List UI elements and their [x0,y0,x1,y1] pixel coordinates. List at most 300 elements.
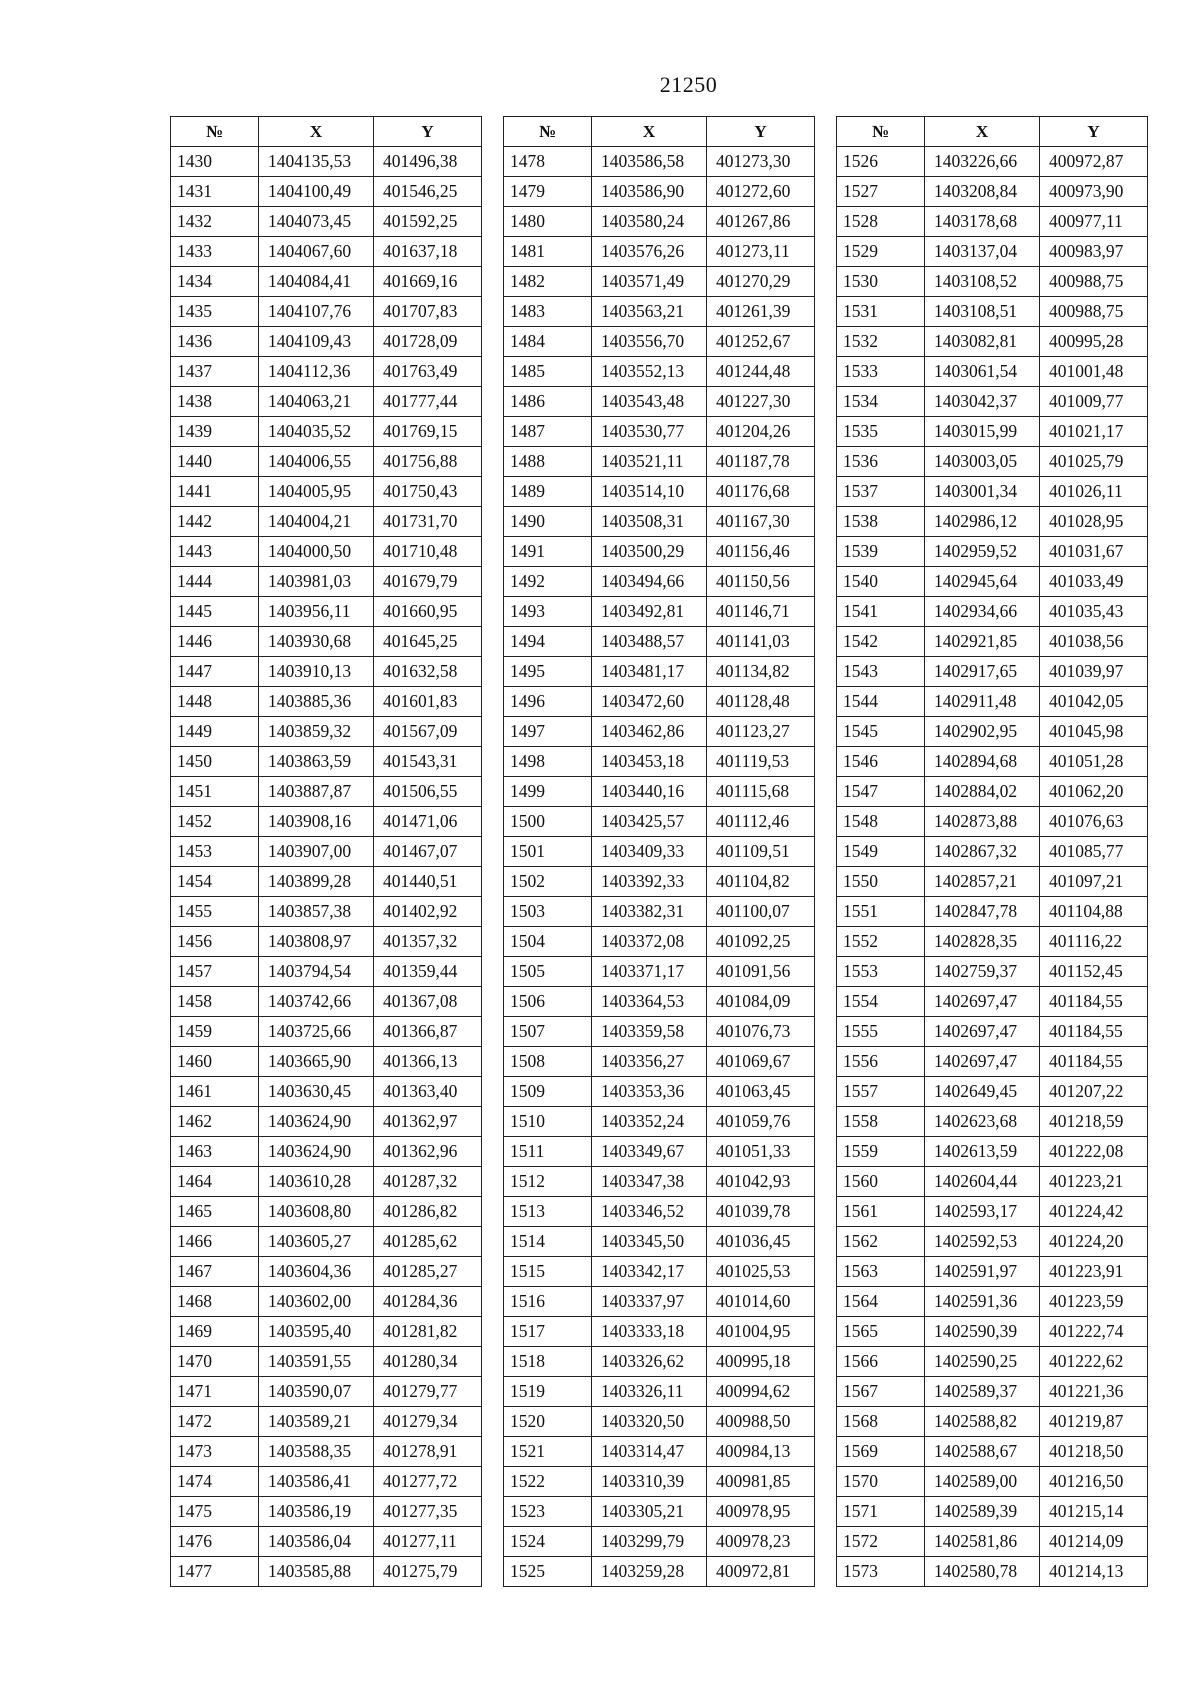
point-number-cell: 1466 [171,1227,259,1257]
point-number-cell: 1514 [504,1227,592,1257]
x-coordinate-cell: 1403586,90 [592,177,707,207]
point-number-cell: 1511 [504,1137,592,1167]
table-row [504,1467,815,1497]
point-number-cell: 1462 [171,1107,259,1137]
point-number-cell: 1448 [171,687,259,717]
y-coordinate-cell: 401001,48 [1040,357,1148,387]
table-row [504,1257,815,1287]
table-row [837,357,1148,387]
point-number-cell: 1434 [171,267,259,297]
point-number-cell: 1513 [504,1197,592,1227]
y-coordinate-cell: 401045,98 [1040,717,1148,747]
y-coordinate-cell: 401285,62 [374,1227,482,1257]
y-coordinate-cell: 401069,67 [707,1047,815,1077]
point-number-cell: 1554 [837,987,925,1017]
table-row [837,507,1148,537]
point-number-cell: 1493 [504,597,592,627]
point-number-cell: 1520 [504,1407,592,1437]
point-number-cell: 1495 [504,657,592,687]
y-coordinate-cell: 401025,53 [707,1257,815,1287]
table-row [171,987,482,1017]
x-coordinate-cell: 1404112,36 [259,357,374,387]
point-number-cell: 1457 [171,957,259,987]
table-row [171,1317,482,1347]
x-coordinate-cell: 1402590,39 [925,1317,1040,1347]
point-number-cell: 1547 [837,777,925,807]
table-row [504,1107,815,1137]
table-row [504,267,815,297]
table-row [171,327,482,357]
y-coordinate-cell: 401467,07 [374,837,482,867]
point-number-cell: 1449 [171,717,259,747]
point-number-cell: 1519 [504,1377,592,1407]
point-number-cell: 1505 [504,957,592,987]
point-number-cell: 1479 [504,177,592,207]
table-row [504,537,815,567]
y-coordinate-cell: 400995,18 [707,1347,815,1377]
table-row [504,1317,815,1347]
point-number-cell: 1474 [171,1467,259,1497]
x-coordinate-cell: 1402588,82 [925,1407,1040,1437]
table-row [171,447,482,477]
point-number-cell: 1443 [171,537,259,567]
table-row [171,867,482,897]
table-row [837,627,1148,657]
table-row [837,1317,1148,1347]
x-coordinate-cell: 1404073,45 [259,207,374,237]
x-coordinate-cell: 1403556,70 [592,327,707,357]
table-row [171,477,482,507]
point-number-cell: 1489 [504,477,592,507]
x-coordinate-cell: 1403042,37 [925,387,1040,417]
point-number-cell: 1481 [504,237,592,267]
x-coordinate-cell: 1402959,52 [925,537,1040,567]
y-coordinate-cell: 400994,62 [707,1377,815,1407]
point-number-cell: 1507 [504,1017,592,1047]
point-number-cell: 1451 [171,777,259,807]
table-row [837,417,1148,447]
header-number: № [504,117,592,147]
x-coordinate-cell: 1404107,76 [259,297,374,327]
x-coordinate-cell: 1402894,68 [925,747,1040,777]
y-coordinate-cell: 401285,27 [374,1257,482,1287]
y-coordinate-cell: 400988,75 [1040,267,1148,297]
x-coordinate-cell: 1403353,36 [592,1077,707,1107]
y-coordinate-cell: 401362,97 [374,1107,482,1137]
y-coordinate-cell: 401038,56 [1040,627,1148,657]
y-coordinate-cell: 401645,25 [374,627,482,657]
y-coordinate-cell: 400977,11 [1040,207,1148,237]
y-coordinate-cell: 401104,88 [1040,897,1148,927]
x-coordinate-cell: 1403061,54 [925,357,1040,387]
point-number-cell: 1433 [171,237,259,267]
x-coordinate-cell: 1403585,88 [259,1557,374,1587]
y-coordinate-cell: 401731,70 [374,507,482,537]
y-coordinate-cell: 401679,79 [374,567,482,597]
x-coordinate-cell: 1403178,68 [925,207,1040,237]
x-coordinate-cell: 1403857,38 [259,897,374,927]
y-coordinate-cell: 401222,08 [1040,1137,1148,1167]
point-number-cell: 1569 [837,1437,925,1467]
table-row [837,1377,1148,1407]
table-row [837,837,1148,867]
x-coordinate-cell: 1403299,79 [592,1527,707,1557]
point-number-cell: 1551 [837,897,925,927]
table-row [837,1047,1148,1077]
y-coordinate-cell: 401076,63 [1040,807,1148,837]
point-number-cell: 1543 [837,657,925,687]
y-coordinate-cell: 401267,86 [707,207,815,237]
x-coordinate-cell: 1403595,40 [259,1317,374,1347]
y-coordinate-cell: 401176,68 [707,477,815,507]
table-row [504,1167,815,1197]
point-number-cell: 1538 [837,507,925,537]
table-row [837,207,1148,237]
x-coordinate-cell: 1403259,28 [592,1557,707,1587]
table-row [504,327,815,357]
y-coordinate-cell: 400981,85 [707,1467,815,1497]
x-coordinate-cell: 1402867,32 [925,837,1040,867]
table-row [504,717,815,747]
x-coordinate-cell: 1402857,21 [925,867,1040,897]
x-coordinate-cell: 1403488,57 [592,627,707,657]
y-coordinate-cell: 401277,11 [374,1527,482,1557]
table-row [504,357,815,387]
y-coordinate-cell: 401146,71 [707,597,815,627]
y-coordinate-cell: 401402,92 [374,897,482,927]
x-coordinate-cell: 1402589,00 [925,1467,1040,1497]
y-coordinate-cell: 401272,60 [707,177,815,207]
y-coordinate-cell: 401367,08 [374,987,482,1017]
point-number-cell: 1485 [504,357,592,387]
y-coordinate-cell: 401109,51 [707,837,815,867]
y-coordinate-cell: 401366,13 [374,1047,482,1077]
x-coordinate-cell: 1403665,90 [259,1047,374,1077]
point-number-cell: 1531 [837,297,925,327]
y-coordinate-cell: 401281,82 [374,1317,482,1347]
x-coordinate-cell: 1402934,66 [925,597,1040,627]
y-coordinate-cell: 401042,93 [707,1167,815,1197]
point-number-cell: 1475 [171,1497,259,1527]
point-number-cell: 1502 [504,867,592,897]
x-coordinate-cell: 1402591,97 [925,1257,1040,1287]
x-coordinate-cell: 1404084,41 [259,267,374,297]
x-coordinate-cell: 1403492,81 [592,597,707,627]
x-coordinate-cell: 1402604,44 [925,1167,1040,1197]
x-coordinate-cell: 1404100,49 [259,177,374,207]
table-row [171,1497,482,1527]
x-coordinate-cell: 1402911,48 [925,687,1040,717]
y-coordinate-cell: 401026,11 [1040,477,1148,507]
header-x: X [259,117,374,147]
x-coordinate-cell: 1403372,08 [592,927,707,957]
y-coordinate-cell: 401592,25 [374,207,482,237]
y-coordinate-cell: 401014,60 [707,1287,815,1317]
x-coordinate-cell: 1403530,77 [592,417,707,447]
y-coordinate-cell: 401184,55 [1040,1017,1148,1047]
x-coordinate-cell: 1403472,60 [592,687,707,717]
header-x: X [592,117,707,147]
y-coordinate-cell: 401119,53 [707,747,815,777]
x-coordinate-cell: 1402697,47 [925,1047,1040,1077]
table-row [504,1527,815,1557]
table-row [171,597,482,627]
point-number-cell: 1522 [504,1467,592,1497]
y-coordinate-cell: 401660,95 [374,597,482,627]
x-coordinate-cell: 1402589,37 [925,1377,1040,1407]
y-coordinate-cell: 400988,75 [1040,297,1148,327]
x-coordinate-cell: 1402828,35 [925,927,1040,957]
point-number-cell: 1483 [504,297,592,327]
table-row [837,237,1148,267]
x-coordinate-cell: 1403226,66 [925,147,1040,177]
y-coordinate-cell: 401632,58 [374,657,482,687]
table-row [171,1437,482,1467]
table-row [837,1557,1148,1587]
y-coordinate-cell: 401039,78 [707,1197,815,1227]
y-coordinate-cell: 401218,50 [1040,1437,1148,1467]
point-number-cell: 1570 [837,1467,925,1497]
x-coordinate-cell: 1404000,50 [259,537,374,567]
x-coordinate-cell: 1404109,43 [259,327,374,357]
table-row [171,657,482,687]
x-coordinate-cell: 1403742,66 [259,987,374,1017]
table-row [504,1197,815,1227]
table-row [837,177,1148,207]
point-number-cell: 1521 [504,1437,592,1467]
point-number-cell: 1517 [504,1317,592,1347]
point-number-cell: 1523 [504,1497,592,1527]
table-row [837,477,1148,507]
point-number-cell: 1471 [171,1377,259,1407]
point-number-cell: 1515 [504,1257,592,1287]
x-coordinate-cell: 1403725,66 [259,1017,374,1047]
point-number-cell: 1556 [837,1047,925,1077]
table-row [171,177,482,207]
point-number-cell: 1541 [837,597,925,627]
table-row [504,597,815,627]
point-number-cell: 1525 [504,1557,592,1587]
table-row [504,477,815,507]
table-row [837,867,1148,897]
table-row [837,327,1148,357]
y-coordinate-cell: 401025,79 [1040,447,1148,477]
x-coordinate-cell: 1403586,58 [592,147,707,177]
x-coordinate-cell: 1403604,36 [259,1257,374,1287]
y-coordinate-cell: 401028,95 [1040,507,1148,537]
table-row [171,837,482,867]
table-row [171,357,482,387]
x-coordinate-cell: 1403863,59 [259,747,374,777]
table-row [837,1407,1148,1437]
x-coordinate-cell: 1403337,97 [592,1287,707,1317]
point-number-cell: 1435 [171,297,259,327]
point-number-cell: 1560 [837,1167,925,1197]
x-coordinate-cell: 1403345,50 [592,1227,707,1257]
x-coordinate-cell: 1403930,68 [259,627,374,657]
table-row [504,1077,815,1107]
point-number-cell: 1526 [837,147,925,177]
y-coordinate-cell: 401115,68 [707,777,815,807]
x-coordinate-cell: 1403899,28 [259,867,374,897]
point-number-cell: 1438 [171,387,259,417]
y-coordinate-cell: 401085,77 [1040,837,1148,867]
point-number-cell: 1533 [837,357,925,387]
y-coordinate-cell: 401222,62 [1040,1347,1148,1377]
point-number-cell: 1504 [504,927,592,957]
x-coordinate-cell: 1403624,90 [259,1137,374,1167]
header-number: № [837,117,925,147]
x-coordinate-cell: 1403371,17 [592,957,707,987]
table-row [837,777,1148,807]
table-row [171,897,482,927]
point-number-cell: 1572 [837,1527,925,1557]
table-header-row [504,117,815,147]
table-row [837,1257,1148,1287]
x-coordinate-cell: 1403494,66 [592,567,707,597]
table-row [504,1557,815,1587]
y-coordinate-cell: 401750,43 [374,477,482,507]
x-coordinate-cell: 1403208,84 [925,177,1040,207]
y-coordinate-cell: 401728,09 [374,327,482,357]
table-row [504,687,815,717]
point-number-cell: 1564 [837,1287,925,1317]
table-row [171,417,482,447]
y-coordinate-cell: 400995,28 [1040,327,1148,357]
x-coordinate-cell: 1403333,18 [592,1317,707,1347]
x-coordinate-cell: 1403352,24 [592,1107,707,1137]
x-coordinate-cell: 1402986,12 [925,507,1040,537]
table-row [171,1257,482,1287]
x-coordinate-cell: 1403588,35 [259,1437,374,1467]
table-row [837,957,1148,987]
header-number: № [171,117,259,147]
x-coordinate-cell: 1403576,26 [592,237,707,267]
x-coordinate-cell: 1402593,17 [925,1197,1040,1227]
table-row [504,237,815,267]
x-coordinate-cell: 1402613,59 [925,1137,1040,1167]
x-coordinate-cell: 1403364,53 [592,987,707,1017]
x-coordinate-cell: 1403440,16 [592,777,707,807]
point-number-cell: 1536 [837,447,925,477]
y-coordinate-cell: 400973,90 [1040,177,1148,207]
point-number-cell: 1472 [171,1407,259,1437]
y-coordinate-cell: 401150,56 [707,567,815,597]
point-number-cell: 1549 [837,837,925,867]
table-row [504,897,815,927]
x-coordinate-cell: 1403794,54 [259,957,374,987]
point-number-cell: 1445 [171,597,259,627]
point-number-cell: 1509 [504,1077,592,1107]
point-number-cell: 1456 [171,927,259,957]
table-row [171,717,482,747]
y-coordinate-cell: 401042,05 [1040,687,1148,717]
x-coordinate-cell: 1404067,60 [259,237,374,267]
y-coordinate-cell: 400972,81 [707,1557,815,1587]
x-coordinate-cell: 1402591,36 [925,1287,1040,1317]
x-coordinate-cell: 1403003,05 [925,447,1040,477]
y-coordinate-cell: 401252,67 [707,327,815,357]
point-number-cell: 1568 [837,1407,925,1437]
y-coordinate-cell: 401009,77 [1040,387,1148,417]
y-coordinate-cell: 401286,82 [374,1197,482,1227]
point-number-cell: 1432 [171,207,259,237]
table-row [171,1167,482,1197]
y-coordinate-cell: 401543,31 [374,747,482,777]
table-row [171,1047,482,1077]
y-coordinate-cell: 401357,32 [374,927,482,957]
header-y: Y [374,117,482,147]
x-coordinate-cell: 1403514,10 [592,477,707,507]
point-number-cell: 1535 [837,417,925,447]
point-number-cell: 1506 [504,987,592,1017]
table-row [504,297,815,327]
point-number-cell: 1557 [837,1077,925,1107]
x-coordinate-cell: 1402589,39 [925,1497,1040,1527]
x-coordinate-cell: 1403347,38 [592,1167,707,1197]
table-row [171,1347,482,1377]
table-row [171,1137,482,1167]
coordinate-table-3 [836,116,1148,1587]
y-coordinate-cell: 401366,87 [374,1017,482,1047]
x-coordinate-cell: 1403108,52 [925,267,1040,297]
table-row [504,1407,815,1437]
point-number-cell: 1439 [171,417,259,447]
point-number-cell: 1573 [837,1557,925,1587]
y-coordinate-cell: 401279,34 [374,1407,482,1437]
x-coordinate-cell: 1403608,80 [259,1197,374,1227]
x-coordinate-cell: 1403859,32 [259,717,374,747]
header-y: Y [707,117,815,147]
table-row [171,537,482,567]
y-coordinate-cell: 401033,49 [1040,567,1148,597]
point-number-cell: 1512 [504,1167,592,1197]
y-coordinate-cell: 401440,51 [374,867,482,897]
table-row [504,567,815,597]
point-number-cell: 1476 [171,1527,259,1557]
table-row [504,447,815,477]
x-coordinate-cell: 1403956,11 [259,597,374,627]
point-number-cell: 1563 [837,1257,925,1287]
point-number-cell: 1567 [837,1377,925,1407]
coordinate-table-1 [170,116,482,1587]
x-coordinate-cell: 1402847,78 [925,897,1040,927]
x-coordinate-cell: 1403589,21 [259,1407,374,1437]
y-coordinate-cell: 401359,44 [374,957,482,987]
y-coordinate-cell: 401280,34 [374,1347,482,1377]
y-coordinate-cell: 401279,77 [374,1377,482,1407]
y-coordinate-cell: 401128,48 [707,687,815,717]
point-number-cell: 1461 [171,1077,259,1107]
table-row [171,1077,482,1107]
point-number-cell: 1447 [171,657,259,687]
table-row [171,1197,482,1227]
x-coordinate-cell: 1403453,18 [592,747,707,777]
point-number-cell: 1478 [504,147,592,177]
y-coordinate-cell: 401152,45 [1040,957,1148,987]
table-row [837,1167,1148,1197]
x-coordinate-cell: 1403586,41 [259,1467,374,1497]
table-header-row [171,117,482,147]
table-row [504,507,815,537]
table-row [504,1287,815,1317]
point-number-cell: 1534 [837,387,925,417]
table-row [837,807,1148,837]
x-coordinate-cell: 1403605,27 [259,1227,374,1257]
point-number-cell: 1571 [837,1497,925,1527]
table-row [837,1107,1148,1137]
x-coordinate-cell: 1403521,11 [592,447,707,477]
